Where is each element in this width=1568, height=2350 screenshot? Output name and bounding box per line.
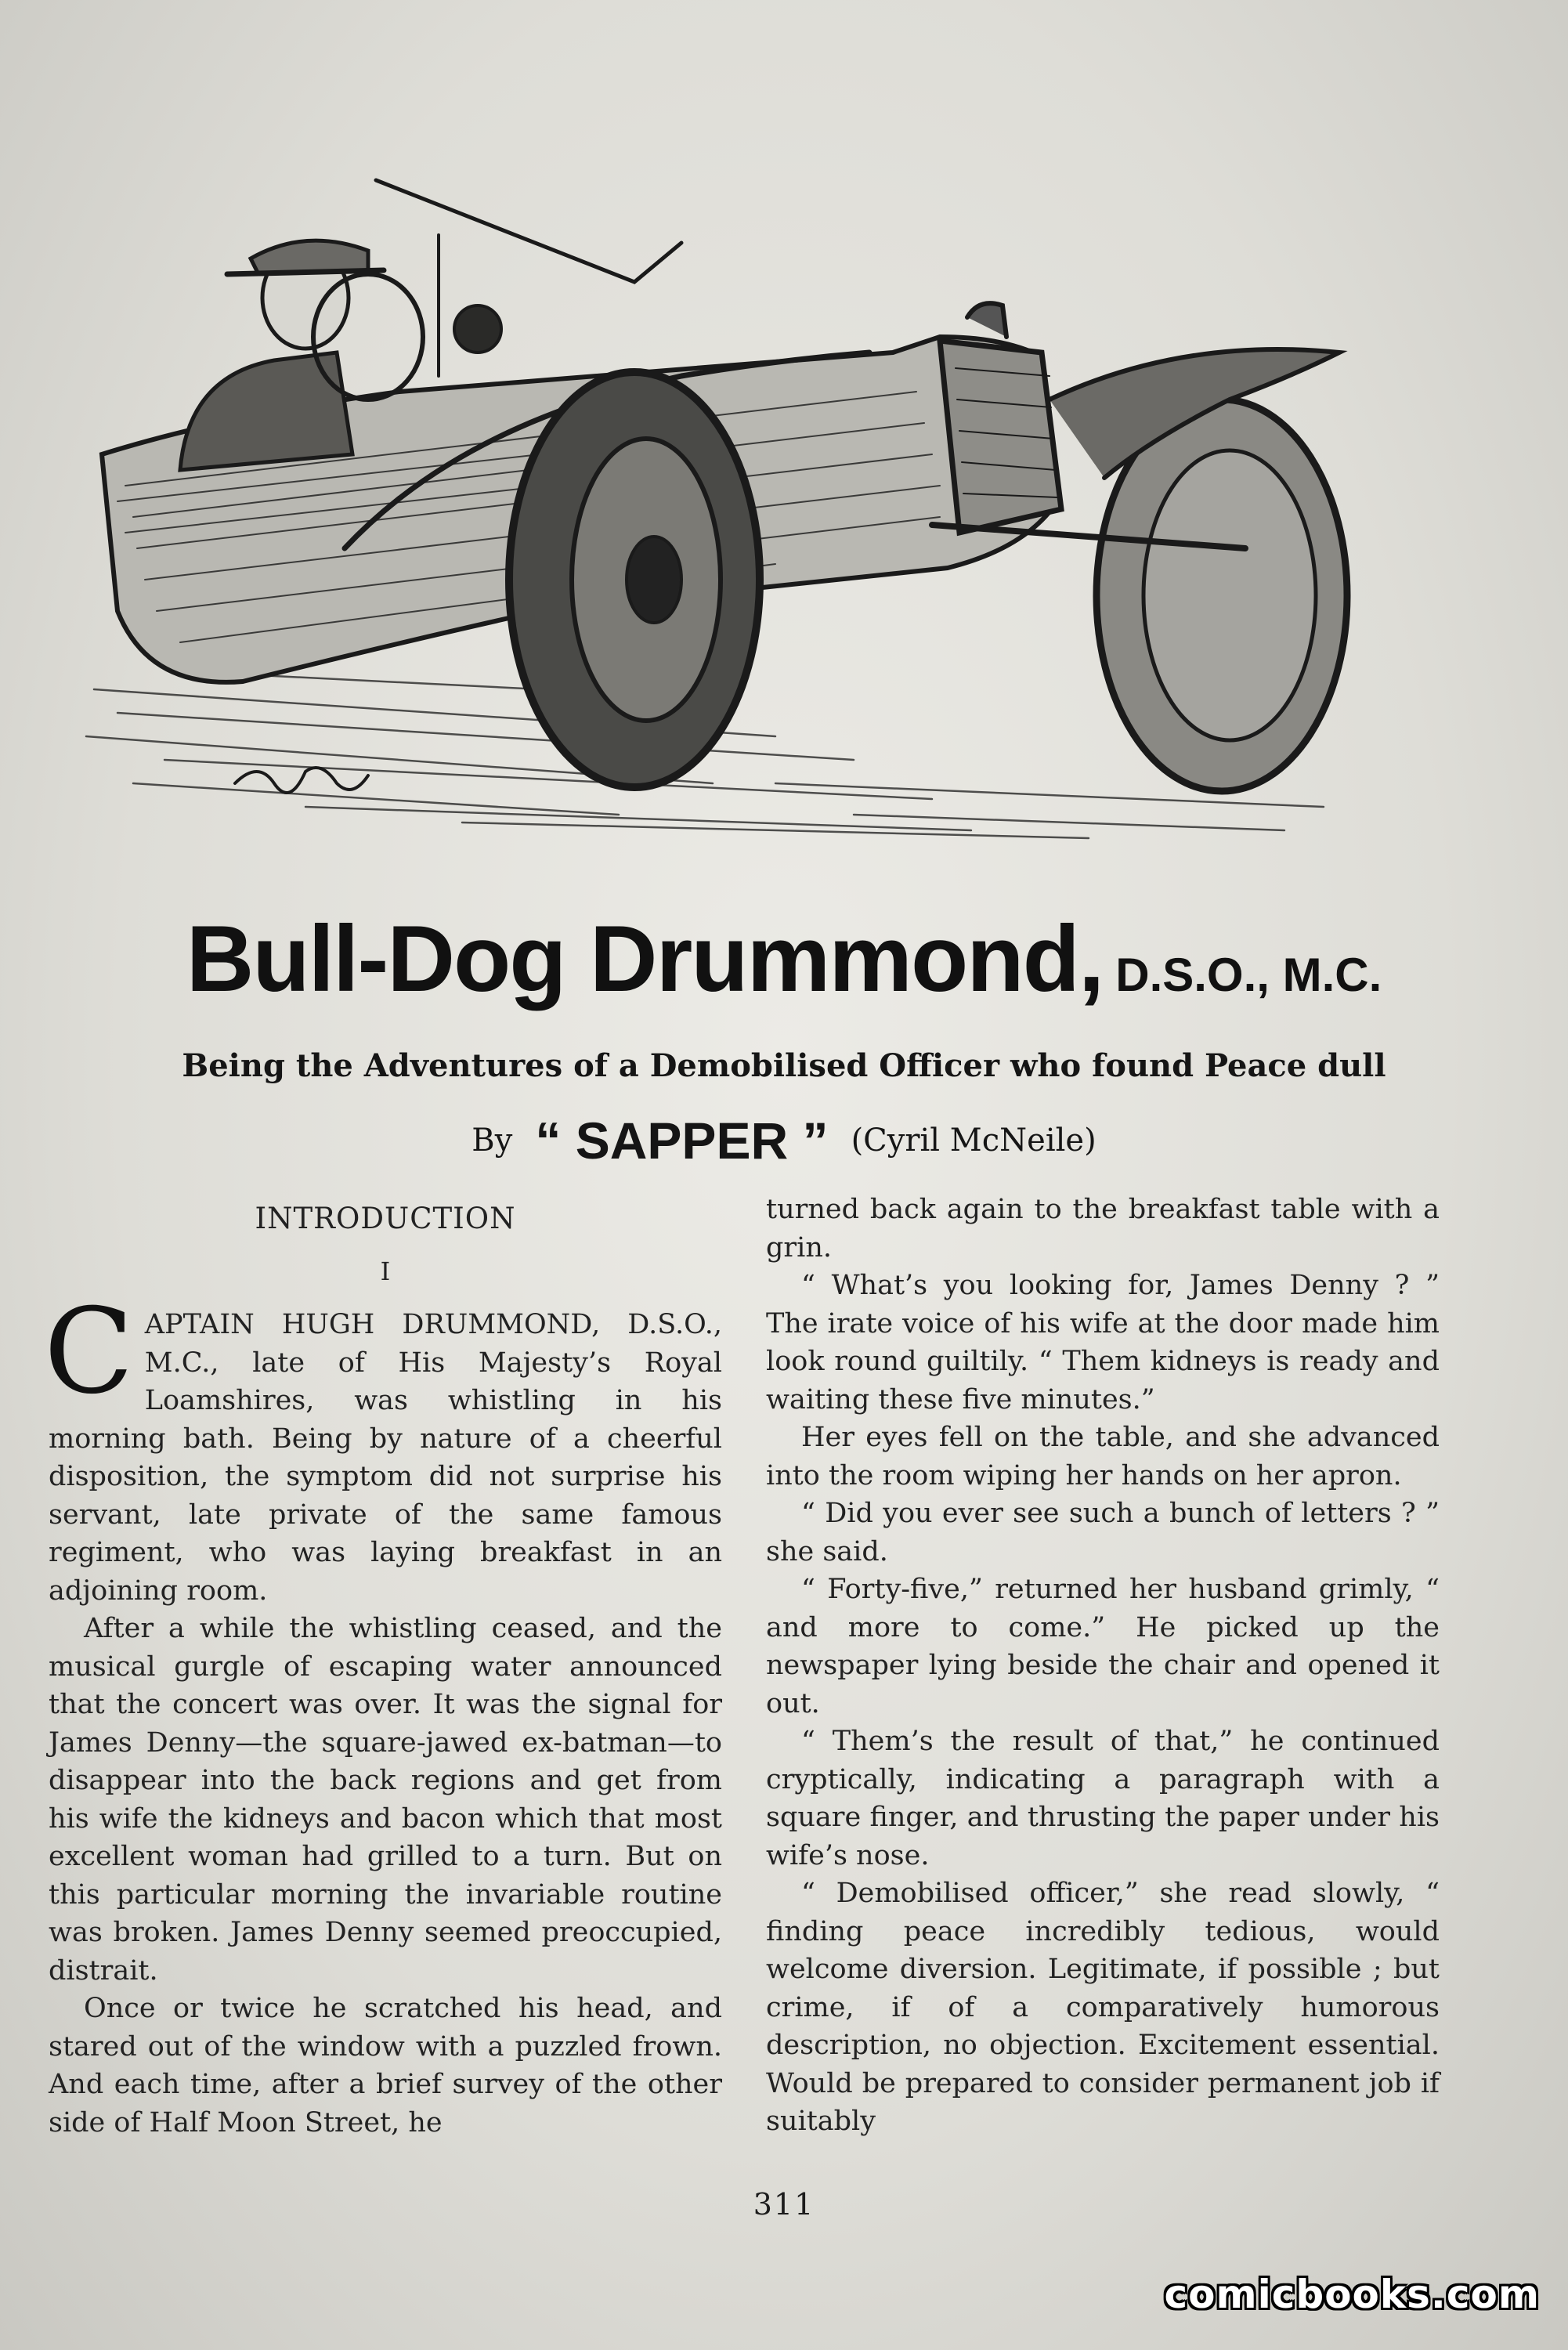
title-main: Bull-Dog Drummond, [186, 906, 1104, 1011]
paragraph: “ What’s you looking for, James Denny ? ” The irate voice of his wife at the door made him look round guiltily. “ Them kidneys is ready and waiting these five minutes.” [766, 1270, 1440, 1415]
left-column [44, 1191, 722, 2142]
drop-cap: C [44, 1284, 134, 1420]
paragraph: “ Forty-five,” returned her husband grimly, “ and more to come.” He picked up the newspaper lying beside the chair and opened it out. [766, 1574, 1440, 1719]
byline-real-name: (Cyril McNeile) [851, 1123, 1097, 1159]
section-number: I [380, 1256, 391, 1286]
article-title [0, 905, 1568, 1013]
right-column [766, 1191, 1440, 2141]
paragraph: “ Did you ever see such a bunch of letters ? ” she said. [766, 1498, 1440, 1567]
car-racing-illustration [70, 141, 1433, 885]
paragraph [44, 1284, 722, 1610]
paragraph: “ Them’s the result of that,” he continued cryptically, indicating a paragraph with a square finger, and thrusting the paper under his wife’s nose. [766, 1726, 1440, 1871]
paragraph: “ Demobilised officer,” she read slowly, “ finding peace incredibly tedious, would welcome diversion. Legitimate, if possible ; but crime, if of a comparatively humorous description, no objection. Excitement essential. Would be prepared to consider permanent job if suitably [766, 1878, 1440, 2137]
byline [0, 1111, 1568, 1170]
paragraph: After a while the whistling ceased, and the musical gurgle of escaping water announced that the concert was over. It was the signal for James Denny—the square-jawed ex-batman—to disappear into the back regions and get from his wife the kidneys and bacon which that most excellent woman had grilled to a turn. But on this particular morning the invariable routine was broken. James Denny seemed preoccupied, distrait. [49, 1613, 722, 1987]
byline-by: By [471, 1123, 513, 1159]
paragraph-text: APTAIN HUGH DRUMMOND, D.S.O., M.C., late of His Majesty’s Royal Loamshires, was whistling in his morning bath. Being by nature of a cheerful disposition, the symptom did not surprise his servant, late private of the same famous regiment, who was laying breakfast in an adjoining room. [49, 1309, 722, 1607]
paragraph: turned back again to the breakfast table with a grin. [766, 1194, 1440, 1264]
paragraph: Her eyes fell on the table, and she advanced into the room wiping her hands on her apron. [766, 1422, 1440, 1491]
section-heading: INTRODUCTION [255, 1202, 516, 1235]
watermark: comicbooks.com [1164, 2272, 1540, 2317]
byline-author: “ SAPPER ” [535, 1112, 829, 1170]
paragraph: Once or twice he scratched his head, and stared out of the window with a puzzled frown. And each time, after a brief survey of the other side of Half Moon Street, he [49, 1993, 722, 2138]
page-number: 311 [753, 2187, 815, 2222]
article-subtitle: Being the Adventures of a Demobilised Officer who found Peace dull [182, 1047, 1386, 1084]
title-honours: D.S.O., M.C. [1115, 949, 1382, 1001]
